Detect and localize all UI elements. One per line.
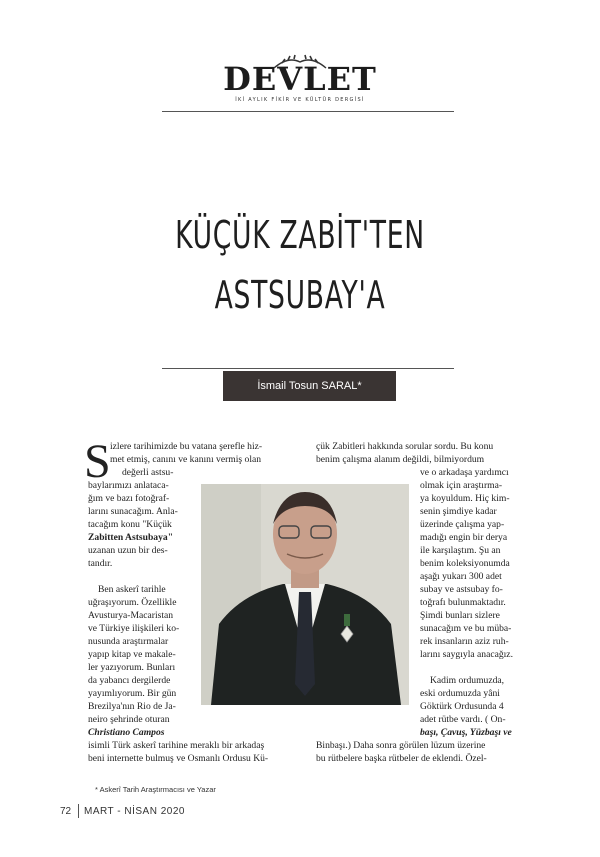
text-line: ler yazıyorum. Bunları [88, 662, 176, 673]
text-line: subay ve astsubay fo- [420, 584, 503, 595]
text-line: toğrafı bulunmaktadır. [420, 597, 506, 608]
text-line: Ben askerî tarihle [98, 584, 166, 595]
text-line: senin şimdiye kadar [420, 506, 497, 517]
text-line: benim çalışma alanım değildi, bilmiyordum [316, 454, 485, 465]
text-line: Avusturya-Macaristan [88, 610, 174, 621]
text-line: üzerinde çalışma yap- [420, 519, 505, 530]
text-line: olmak için araştırma- [420, 480, 503, 491]
text-line: yapıp kitap ve makale- [88, 649, 176, 660]
text-line: Binbaşı.) Daha sonra görülen lüzum üzerine [316, 740, 486, 751]
text-line: larını saygıyla anacağız. [420, 649, 513, 660]
text-line: tandır. [88, 558, 113, 569]
text-line: beni internette bulmuş ve Osmanlı Ordusu Kü- [88, 753, 269, 764]
text-line: Zabitten Astsubaya" [88, 532, 174, 543]
text-line: rek insanların aziz ruh- [420, 636, 509, 647]
text-line: Şimdi bunları sizlere [420, 610, 500, 621]
text-line: Göktürk Ordusunda 4 [420, 701, 504, 712]
drop-cap: S [84, 435, 111, 488]
text-line: değerli astsu- [122, 467, 174, 478]
footnote: * Askerî Tarih Araştırmacısı ve Yazar [95, 785, 216, 794]
text-line: ğım ve bazı fotoğraf- [88, 493, 170, 504]
logo-wordmark: DEVLET [223, 60, 377, 98]
header-rule [162, 111, 454, 112]
text-line: çük Zabitleri hakkında sorular sordu. Bu konu [316, 441, 494, 452]
text-line: ya koyuldum. Hiç kim- [420, 493, 510, 504]
laurel-emblem-icon [268, 54, 332, 70]
author-byline: İsmail Tosun SARAL* [223, 371, 396, 401]
text-line: nusunda araştırmalar [88, 636, 169, 647]
text-line: Christiano Campos [88, 727, 165, 738]
author-rule [162, 368, 454, 369]
title-line-1: KÜÇÜK ZABİT'TEN [175, 213, 425, 257]
text-line: yayımlıyorum. Bir gün [88, 688, 177, 699]
text-line: larını sunacağım. Anla- [88, 506, 178, 517]
author-photo [201, 484, 409, 705]
text-line: ve Türkiye ilişkileri ko- [88, 623, 180, 634]
text-line: izlere tarihimizde bu vatana şerefle hiz- [110, 441, 263, 452]
title-line-2: ASTSUBAY'A [214, 273, 386, 317]
text-line: eski ordumuzda yâni [420, 688, 500, 699]
text-line: uğraşıyorum. Özellikle [88, 597, 177, 608]
article-title [90, 205, 510, 325]
page-number: 72 [60, 806, 72, 817]
text-line: Brezilya'nın Rio de Ja- [88, 701, 176, 712]
text-line: başı, Çavuş, Yüzbaşı ve [420, 727, 512, 738]
logo-tagline: İKİ AYLIK FİKİR VE KÜLTÜR DERGİSİ [235, 97, 365, 103]
text-line: ve o arkadaşa yardımcı [420, 467, 509, 478]
text-line: da yabancı dergilerde [88, 675, 171, 686]
text-line: isimli Türk askerî tarihine meraklı bir arkadaş [88, 740, 265, 751]
text-line: baylarımızı anlataca- [88, 480, 169, 491]
text-line: aşağı yukarı 300 adet [420, 571, 502, 582]
text-line: neiro şehrinde oturan [88, 714, 170, 725]
text-line: Kadim ordumuzda, [430, 675, 505, 686]
text-line: sunacağım ve bu müba- [420, 623, 512, 634]
text-line: met etmiş, canını ve kanını vermiş olan [110, 454, 262, 465]
text-line: uzanan uzun bir des- [88, 545, 168, 556]
text-line: benim koleksiyonumda [420, 558, 510, 569]
footer-divider [78, 804, 79, 818]
text-line: ile karşılaştım. Şu an [420, 545, 501, 556]
text-line: madığı engin bir derya [420, 532, 508, 543]
text-line: bu rütbelere başka rütbeler de eklendi. Özel- [316, 753, 487, 764]
text-line: tacağım konu "Küçük [88, 519, 172, 530]
text-line: adet rütbe vardı. ( On- [420, 714, 506, 725]
issue-date: MART - NİSAN 2020 [84, 806, 185, 817]
